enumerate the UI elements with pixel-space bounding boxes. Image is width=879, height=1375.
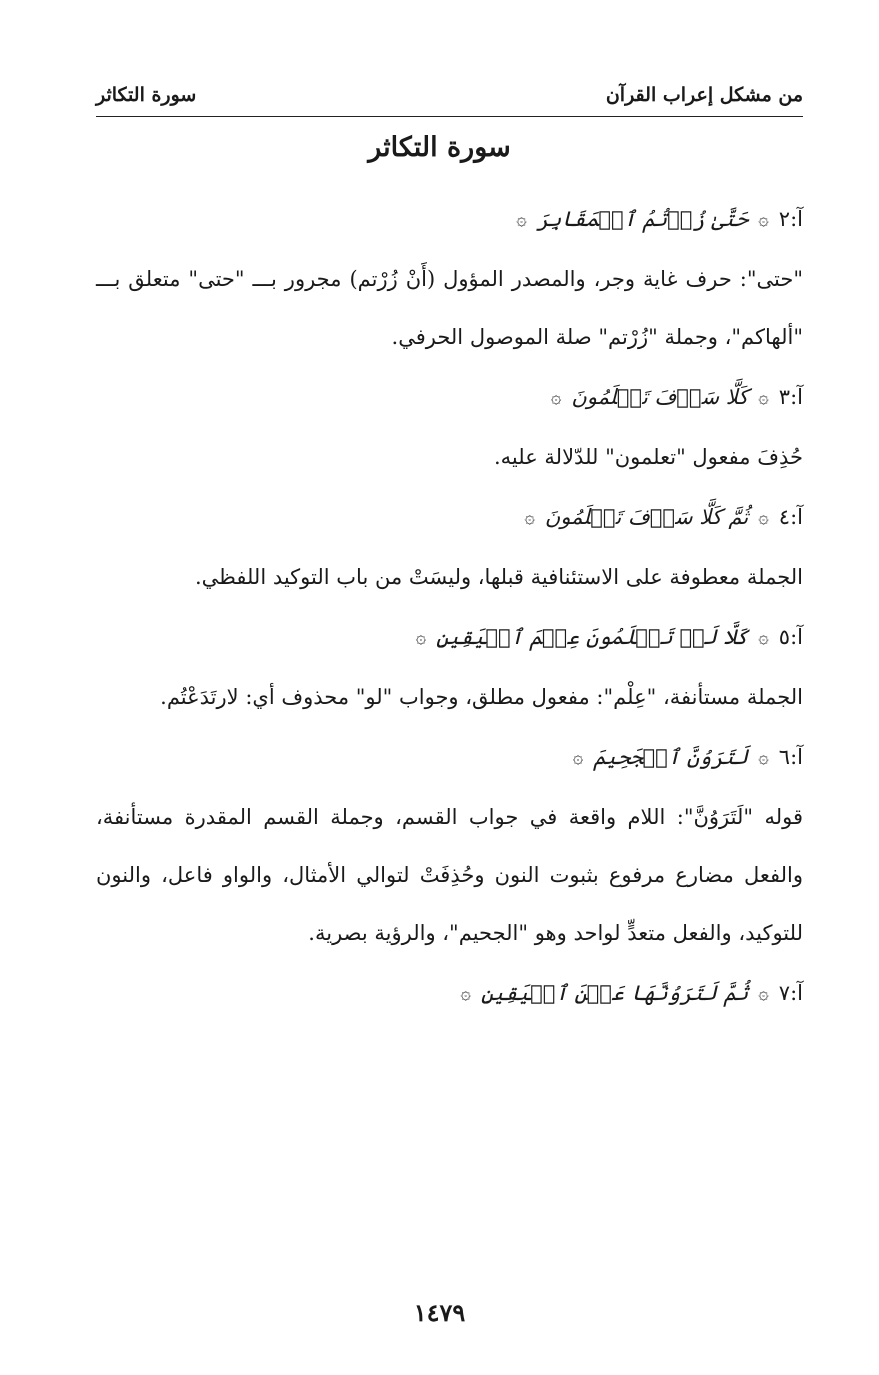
verse-text: حَتَّىٰ زُرۡتُمُ ٱلۡمَقَابِرَ <box>536 207 749 231</box>
ornament-open-icon: ۞ <box>758 506 769 528</box>
verse-ref: آ:٦ <box>778 745 803 769</box>
ornament-open-icon: ۞ <box>758 386 769 408</box>
verse-line <box>96 606 803 668</box>
commentary-paragraph: الجملة مستأنفة، "عِلْم": مفعول مطلق، وجواب "لو" محذوف أي: لارتَدَعْتُم. <box>160 685 803 709</box>
verse-line <box>96 726 803 788</box>
ornament-open-icon: ۞ <box>758 982 769 1004</box>
commentary-paragraph: حُذِفَ مفعول "تعلمون" للدّلالة عليه. <box>493 445 803 469</box>
verse-line <box>96 188 803 250</box>
verse-ref: آ:٢ <box>778 207 803 231</box>
ornament-close-icon: ۞ <box>415 626 427 648</box>
verse-text: لَتَرَوُنَّ ٱلۡجَحِيمَ <box>593 745 749 769</box>
surah-title: سورة التكاثر <box>368 132 511 163</box>
verse-text: ثُمَّ لَتَرَوُنَّهَا عَيۡنَ ٱلۡيَقِينِ <box>480 981 749 1005</box>
verse-text: كَلَّا لَوۡ تَعۡلَمُونَ عِلۡمَ ٱلۡيَقِينِ <box>436 625 749 649</box>
content <box>96 188 803 1024</box>
ornament-close-icon: ۞ <box>550 386 562 408</box>
verse-text: ثُمَّ كَلَّا سَوۡفَ تَعۡلَمُونَ <box>544 505 749 529</box>
verse-ref: آ:٤ <box>778 505 803 529</box>
ornament-open-icon: ۞ <box>758 208 769 230</box>
ornament-open-icon: ۞ <box>758 626 769 648</box>
verse-text: كَلَّا سَوۡفَ تَعۡلَمُونَ <box>571 385 749 409</box>
verse-ref: آ:٥ <box>778 625 803 649</box>
verse-line <box>96 962 803 1024</box>
ornament-close-icon: ۞ <box>524 506 535 528</box>
commentary-paragraph: قوله "لَتَرَوُنَّ": اللام واقعة في جواب القسم، وجملة القسم المقدرة مستأنفة، والفعل مضارع مرفوع بثبوت النون وحُذِفَتْ لتوالي الأمثال، والواو فاعل، والنون للتوكيد، والفعل متعدٍّ لواحد وهو "الجحيم"، والرؤية بصرية. <box>96 805 803 945</box>
ornament-close-icon: ۞ <box>516 208 527 230</box>
running-header <box>96 82 803 117</box>
verse-line <box>96 486 803 548</box>
verse-line <box>96 366 803 428</box>
commentary-paragraph: الجملة معطوفة على الاستئنافية قبلها، وليسَتْ من باب التوكيد اللفظي. <box>194 565 803 589</box>
book-title: من مشكل إعراب القرآن <box>605 84 803 106</box>
commentary-paragraph: "حتى": حرف غاية وجر، والمصدر المؤول (أَنْ زُرْتم) مجرور بـــ "حتى" متعلق بـــ "ألهاكم"، وجملة "زُرْتم" صلة الموصول الحرفي. <box>96 267 803 349</box>
verse-ref: آ:٣ <box>778 385 803 409</box>
ornament-open-icon: ۞ <box>758 746 769 768</box>
page-number: ١٤٧٩ <box>413 1298 466 1327</box>
verse-ref: آ:٧ <box>778 981 803 1005</box>
running-surah-title: سورة التكاثر <box>96 84 197 106</box>
ornament-close-icon: ۞ <box>572 746 584 768</box>
ornament-close-icon: ۞ <box>460 982 471 1004</box>
